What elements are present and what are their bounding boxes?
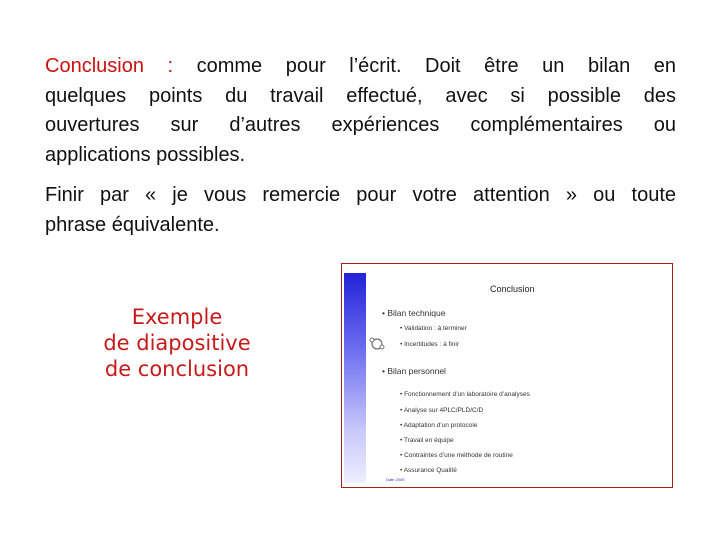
paragraph-text: applications possibles. <box>45 143 246 166</box>
slide-thumbnail <box>341 263 673 488</box>
paragraph-text: comme pour l’écrit. Doit être un bilan en <box>173 55 676 77</box>
paragraph-text: Finir par « je vous remercie pour votre attention » ou toute <box>45 184 676 206</box>
slide-gradient-bar <box>344 273 366 483</box>
closing-paragraph <box>45 181 676 240</box>
slide-footer: Date 2005 <box>386 477 405 482</box>
slide-bullet: • Incertitudes : à finir <box>400 341 459 348</box>
caption-line: Exemple <box>131 305 223 329</box>
molecule-icon <box>369 336 385 352</box>
conclusion-paragraph <box>45 52 676 170</box>
slide-bullet: • Analyse sur 4PLC/PLD/C/D <box>400 407 484 414</box>
slide-bullet: • Validation : à terminer <box>400 325 467 332</box>
slide-bullet: • Assurance Qualité <box>400 467 457 474</box>
caption-line: de diapositive <box>103 331 251 355</box>
paragraph-text: phrase équivalente. <box>45 213 220 236</box>
slide-section-heading: • Bilan personnel <box>382 366 446 376</box>
paragraph-text: quelques points du travail effectué, avec si possible des <box>45 84 676 107</box>
example-caption <box>92 304 262 382</box>
slide-bullet: • Contraintes d’une méthode de routine <box>400 452 513 459</box>
slide-section-heading: • Bilan technique <box>382 308 446 318</box>
conclusion-label: Conclusion : <box>45 55 174 77</box>
slide-title: Conclusion <box>490 284 535 294</box>
slide-bullet: • Travail en équipe <box>400 437 454 444</box>
slide-bullet: • Fonctionnement d’un laboratoire d’analyses <box>400 391 530 398</box>
paragraph-text: ouvertures sur d’autres expériences complémentaires ou <box>45 114 676 136</box>
caption-line: de conclusion <box>104 357 250 381</box>
slide-bullet: • Adaptation d’un protocole <box>400 422 478 429</box>
